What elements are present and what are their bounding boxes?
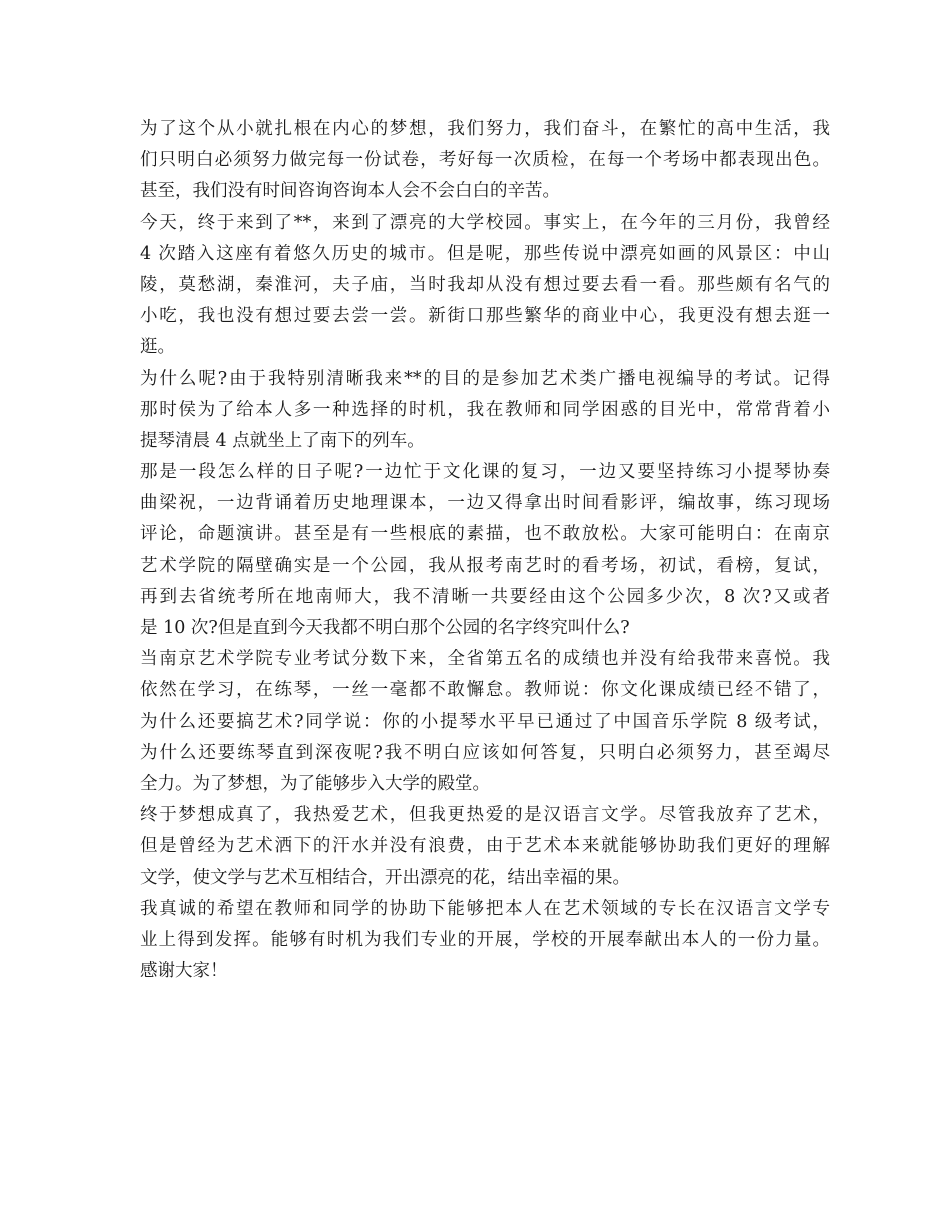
text-line: 为什么还要练琴直到深夜呢?我不明白应该如何答复，只明白必须努力，甚至竭尽 [140,742,830,763]
text-line: 再到去省统考所在地南师大，我不清晰一共要经由这个公园多少次，8 次?又或者 [140,586,830,607]
paragraph [140,644,830,800]
paragraph [140,800,830,894]
text-line: 那时侯为了给本人多一种选择的时机，我在教师和同学困惑的目光中，常常背着小 [140,399,830,420]
text-line: 评论，命题演讲。甚至是有一些根底的素描，也不敢放松。大家可能明白：在南京 [140,524,830,545]
text-line: 今天，终于来到了**，来到了漂亮的大学校园。事实上，在今年的三月份，我曾经 [140,212,830,233]
text-line: 当南京艺术学院专业考试分数下来，全省第五名的成绩也并没有给我带来喜悦。我 [140,649,830,670]
text-line: 但是曾经为艺术洒下的汗水并没有浪费，由于艺术本来就能够协助我们更好的理解 [140,836,830,857]
text-line: 全力。为了梦想，为了能够步入大学的殿堂。 [140,773,490,794]
text-line: 为什么呢?由于我特别清晰我来**的目的是参加艺术类广播电视编导的考试。记得 [140,368,830,389]
text-line: 那是一段怎么样的日子呢?一边忙于文化课的复习，一边又要坚持练习小提琴协奏 [140,462,830,483]
text-line: 文学，使文学与艺术互相结合，开出漂亮的花，结出幸福的果。 [140,867,630,888]
text-line: 是 10 次?但是直到今天我都不明白那个公园的名字终究叫什么? [140,618,630,638]
text-line: 业上得到发挥。能够有时机为我们专业的开展，学校的开展奉献出本人的一份力量。 [140,929,830,950]
text-line: 曲梁祝，一边背诵着历史地理课本，一边又得拿出时间看影评，编故事，练习现场 [140,493,830,514]
text-line: 小吃，我也没有想过要去尝一尝。新街口那些繁华的商业中心，我更没有想去逛一 [140,306,830,327]
text-line: 逛。 [140,337,175,358]
text-line: 们只明白必须努力做完每一份试卷，考好每一次质检，在每一个考场中都表现出色。 [140,150,830,171]
text-line: 依然在学习，在练琴，一丝一毫都不敢懈怠。教师说：你文化课成绩已经不错了， [140,680,830,701]
text-line: 感谢大家！ [140,961,228,982]
text-line: 4 次踏入这座有着悠久历史的城市。但是呢，那些传说中漂亮如画的风景区：中山 [140,243,830,264]
text-line: 艺术学院的隔壁确实是一个公园，我从报考南艺时的看考场，初试，看榜，复试， [140,555,830,576]
text-line: 陵，莫愁湖，秦淮河，夫子庙，当时我却从没有想过要去看一看。那些颇有名气的 [140,274,830,295]
paragraph [140,208,830,364]
text-line: 终于梦想成真了，我热爱艺术，但我更热爱的是汉语言文学。尽管我放弃了艺术， [140,805,830,826]
text-line: 我真诚的希望在教师和同学的协助下能够把本人在艺术领域的专长在汉语言文学专 [140,898,830,919]
paragraph [140,894,830,988]
paragraph [140,114,830,208]
text-line: 为了这个从小就扎根在内心的梦想，我们努力，我们奋斗，在繁忙的高中生活，我 [140,119,830,139]
text-line: 甚至，我们没有时间咨询咨询本人会不会白白的辛苦。 [140,181,560,202]
paragraph [140,457,830,644]
document-body [140,114,830,987]
text-line: 为什么还要搞艺术?同学说：你的小提琴水平早已通过了中国音乐学院 8 级考试， [140,711,830,732]
text-line: 提琴清晨 4 点就坐上了南下的列车。 [140,430,425,451]
paragraph [140,364,830,458]
